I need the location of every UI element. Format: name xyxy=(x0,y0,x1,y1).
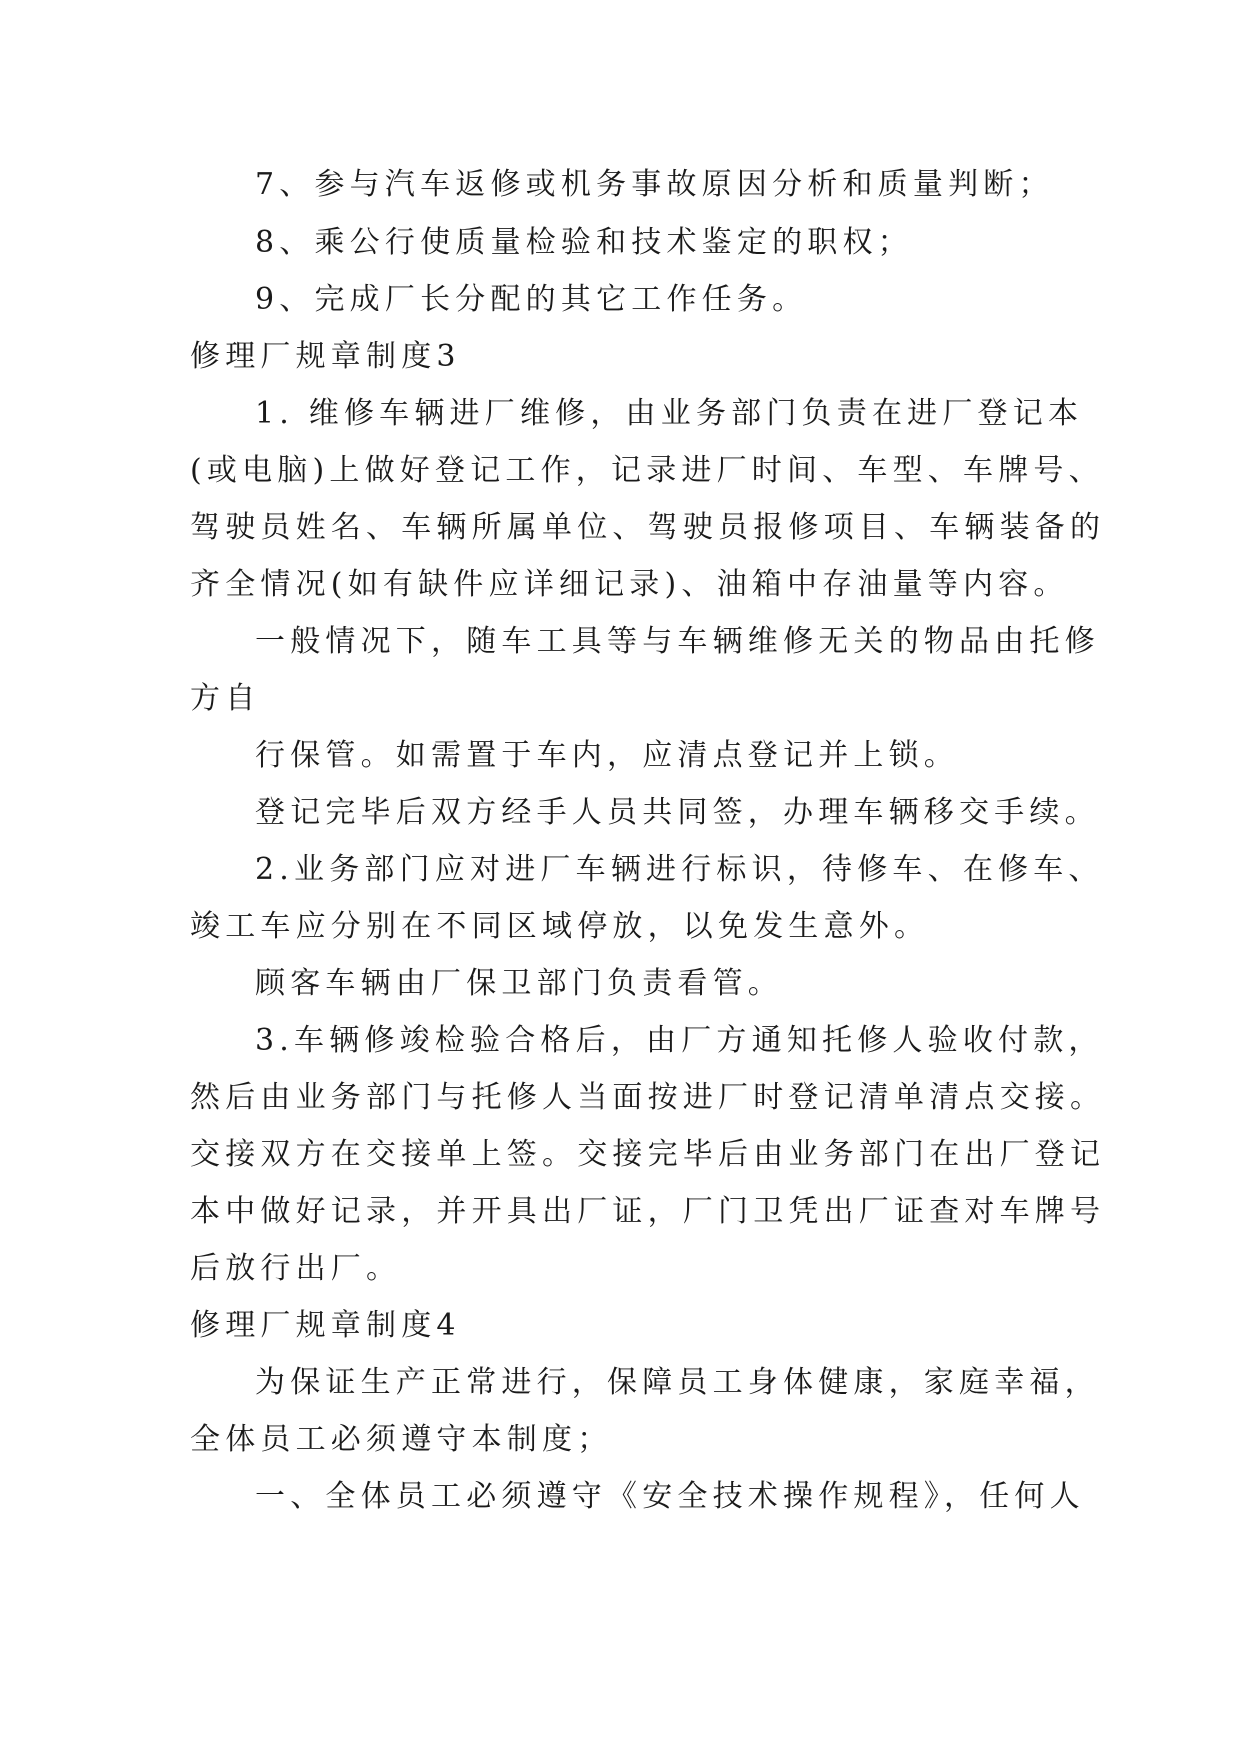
list-item-9: 9、完成厂长分配的其它工作任务。 xyxy=(255,282,808,317)
paragraph-line: 2.业务部门应对进厂车辆进行标识，待修车、在修车、 xyxy=(255,852,1104,887)
paragraph-line: 一般情况下，随车工具等与车辆维修无关的物品由托修 xyxy=(255,624,1100,659)
paragraph-line: 交接双方在交接单上签。交接完毕后由业务部门在出厂登记 xyxy=(190,1137,1106,1172)
paragraph-line: 驾驶员姓名、车辆所属单位、驾驶员报修项目、车辆装备的 xyxy=(190,510,1106,545)
paragraph-line: 登记完毕后双方经手人员共同签，办理车辆移交手续。 xyxy=(255,795,1100,830)
paragraph-line: 顾客车辆由厂保卫部门负责看管。 xyxy=(255,966,783,1001)
paragraph-line: 本中做好记录，并开具出厂证，厂门卫凭出厂证查对车牌号 xyxy=(190,1194,1106,1229)
paragraph-line: 后放行出厂。 xyxy=(190,1251,402,1286)
section-heading-4: 修理厂规章制度4 xyxy=(190,1308,461,1343)
paragraph-line: 行保管。如需置于车内，应清点登记并上锁。 xyxy=(255,738,959,773)
paragraph-line: 为保证生产正常进行，保障员工身体健康，家庭幸福， xyxy=(255,1365,1100,1400)
paragraph-line: 全体员工必须遵守本制度； xyxy=(190,1422,613,1457)
list-item-7: 7、参与汽车返修或机务事故原因分析和质量判断； xyxy=(255,167,1054,202)
paragraph-line: 3.车辆修竣检验合格后，由厂方通知托修人验收付款， xyxy=(255,1023,1104,1058)
paragraph-line: 一、全体员工必须遵守《安全技术操作规程》，任何人 xyxy=(255,1479,1085,1514)
paragraph-line: (或电脑)上做好登记工作，记录进厂时间、车型、车牌号、 xyxy=(190,453,1104,488)
paragraph-line: 1. 维修车辆进厂维修，由业务部门负责在进厂登记本 xyxy=(255,396,1084,431)
paragraph-line: 然后由业务部门与托修人当面按进厂时登记清单清点交接。 xyxy=(190,1080,1106,1115)
list-item-8: 8、乘公行使质量检验和技术鉴定的职权； xyxy=(255,225,913,260)
paragraph-line: 竣工车应分别在不同区域停放，以免发生意外。 xyxy=(190,909,930,944)
section-heading-3: 修理厂规章制度3 xyxy=(190,339,461,374)
paragraph-line: 方自 xyxy=(190,681,261,716)
paragraph-line: 齐全情况(如有缺件应详细记录)、油箱中存油量等内容。 xyxy=(190,567,1069,602)
